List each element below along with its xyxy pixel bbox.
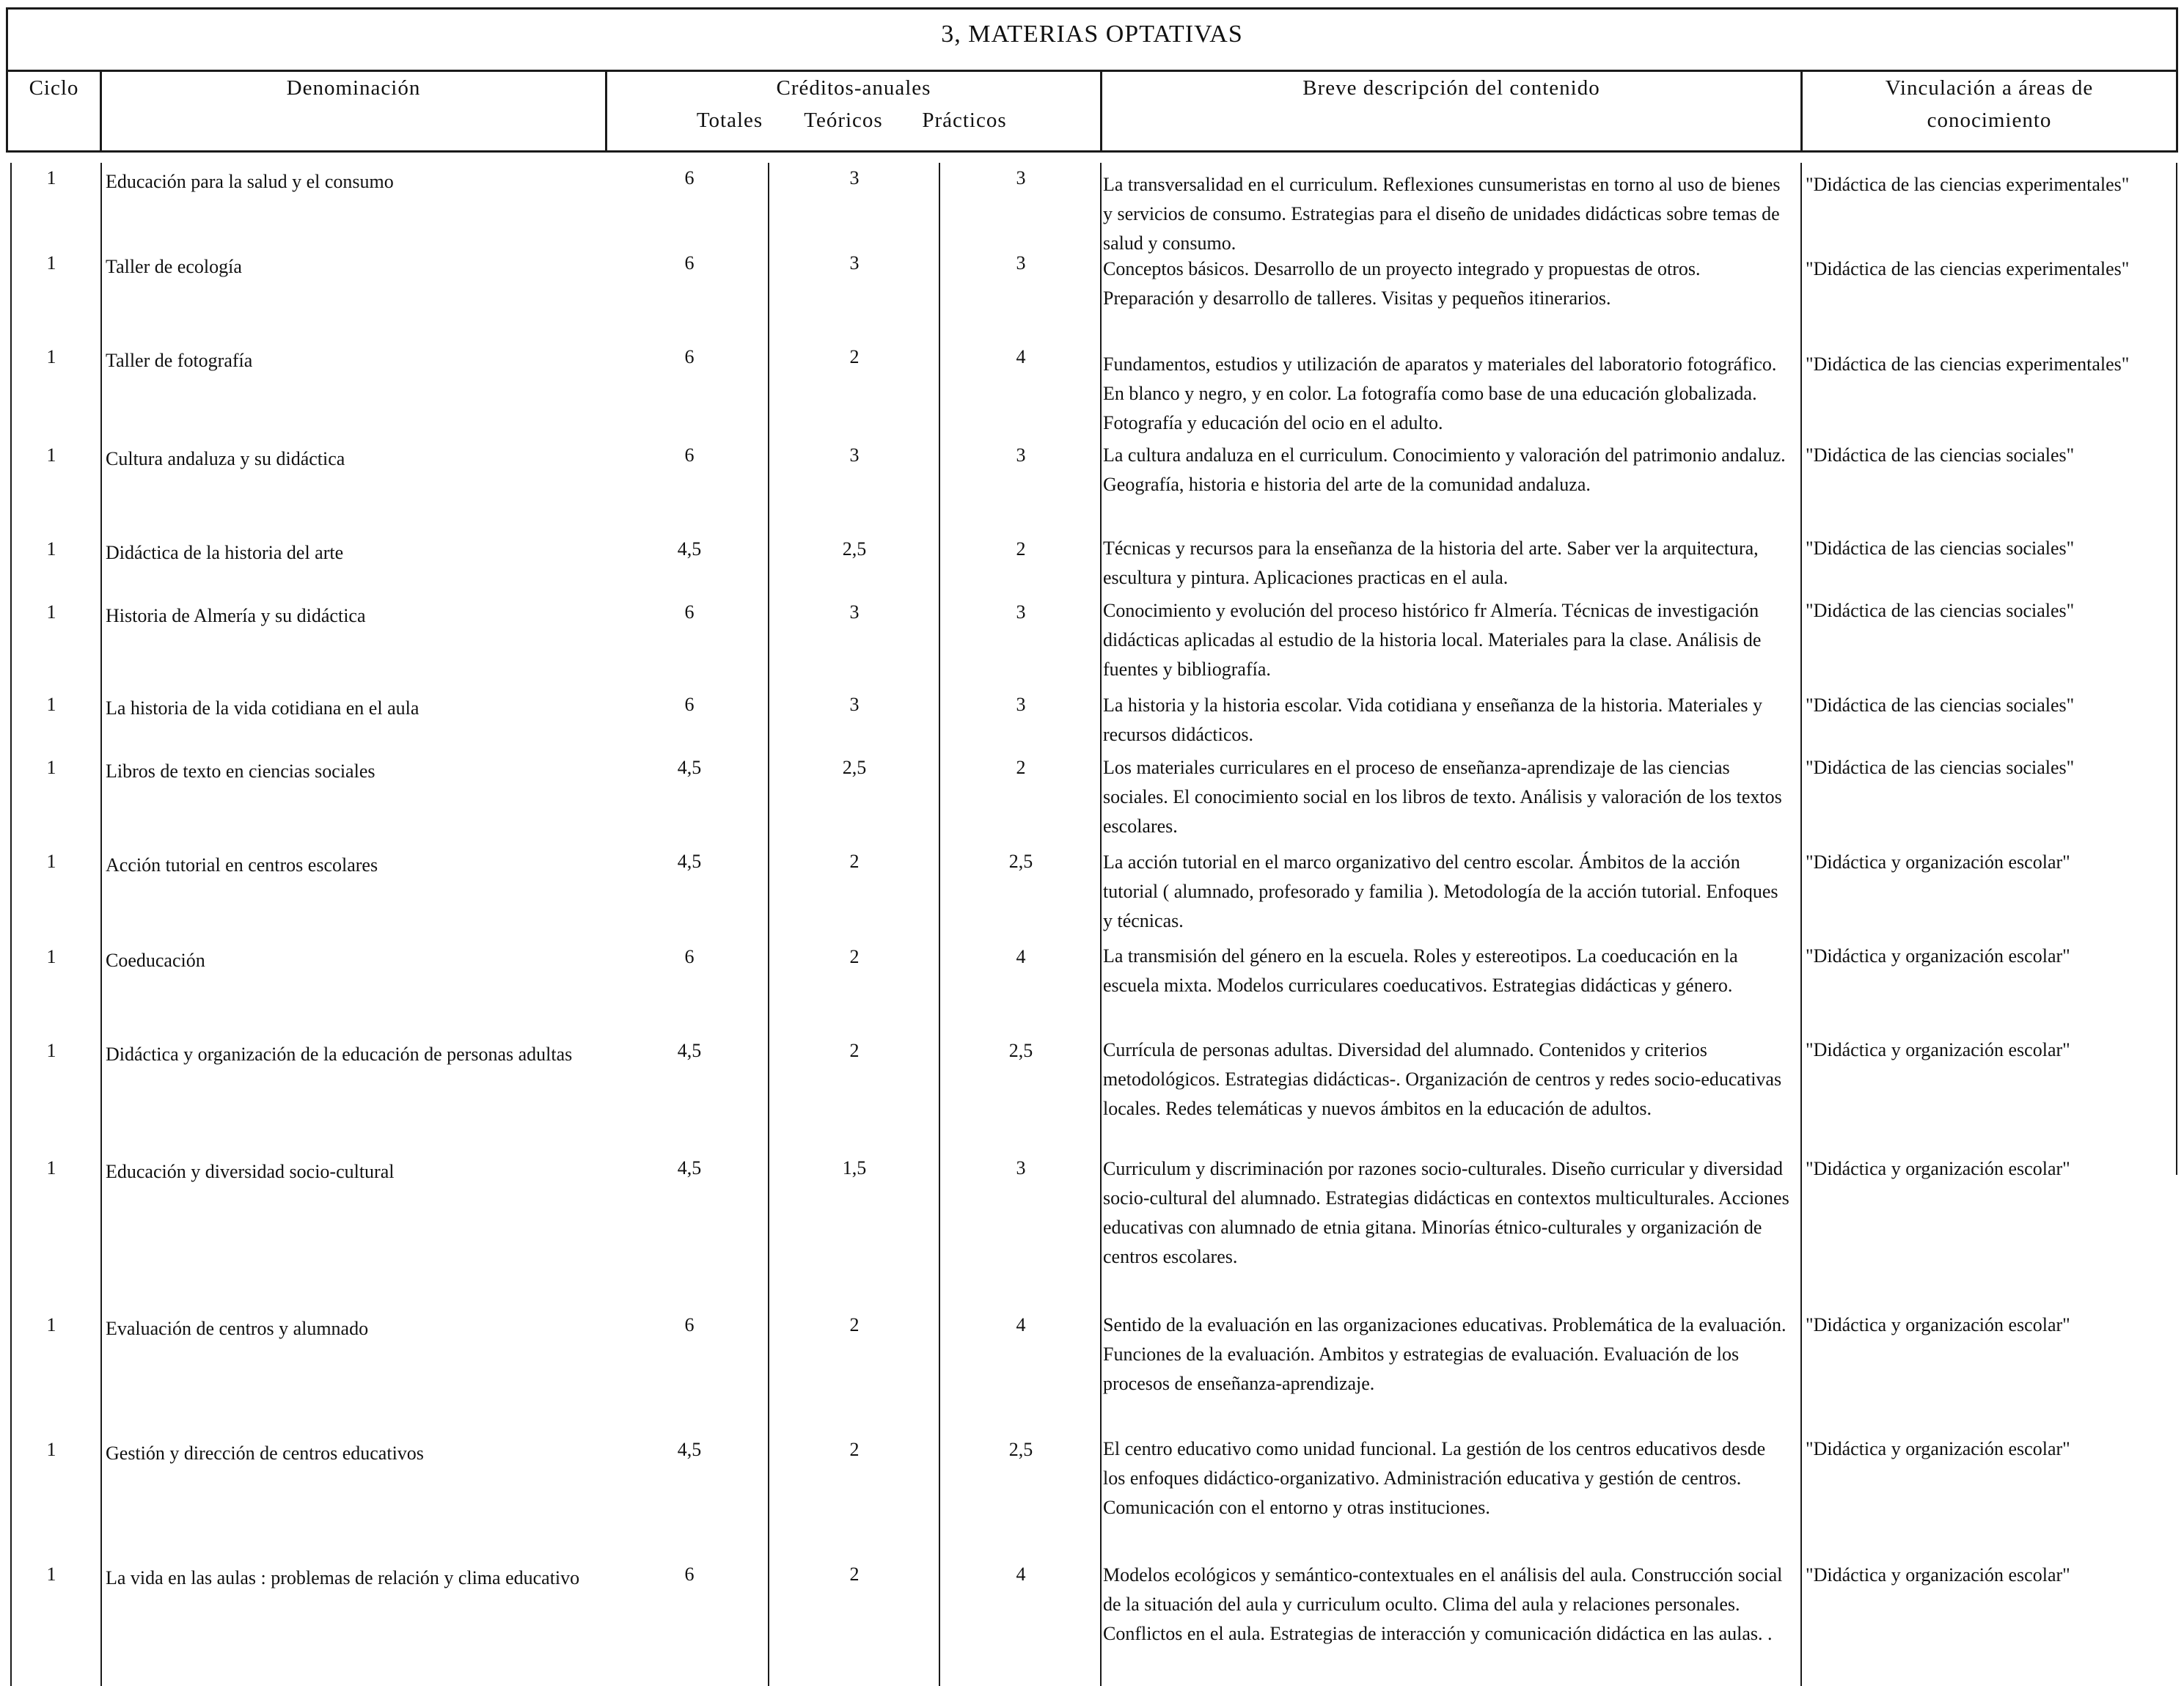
row-denominacion: Educación y diversidad socio-cultural [106,1161,395,1182]
row-denominacion: Evaluación de centros y alumnado [106,1318,369,1339]
row-descripcion: La acción tutorial en el marco organizativo del centro escolar. Ámbitos de la acción tutorial ( alumnado, profesorado y familia ). Metodología de la acción tutorial. Enfoques y técnicas. [1103,851,1778,931]
row-ciclo: 1 [46,167,56,188]
row-totales: 4,5 [677,757,702,778]
row-totales: 6 [684,346,695,367]
row-descripcion: Sentido de la evaluación en las organizaciones educativas. Problemática de la evaluación. Funciones de la evaluación. Ambitos y estrategias de evaluación. Evaluación de los procesos de enseñanza-aprendizaje. [1103,1314,1787,1394]
row-teoricos: 2 [849,346,860,367]
row-practicos: 3 [1016,252,1026,274]
row-teoricos: 1,5 [842,1157,867,1179]
row-descripcion: La historia y la historia escolar. Vida cotidiana y enseñanza de la historia. Materiales y recursos didácticos. [1103,694,1762,745]
row-vinculacion: "Didáctica y organización escolar" [1806,1438,2070,1459]
row-teoricos: 2 [849,1314,860,1335]
header-creditos: Créditos-anuales [776,76,931,100]
row-vinculacion: "Didáctica y organización escolar" [1806,945,2070,967]
row-teoricos: 3 [849,252,860,274]
row-ciclo: 1 [46,252,56,274]
row-descripcion: La transversalidad en el curriculum. Reflexiones cunsumeristas en torno al uso de bienes y servicios de consumo. Estrategias para el diseño de unidades didácticas sobre temas de salud y consumo. [1103,174,1781,254]
row-vinculacion: "Didáctica de las ciencias sociales" [1806,444,2075,466]
row-denominacion: Acción tutorial en centros escolares [106,854,378,876]
row-ciclo: 1 [46,444,56,466]
title-bottom-border [6,70,2178,72]
row-vinculacion: "Didáctica y organización escolar" [1806,1039,2070,1060]
row-vinculacion: "Didáctica y organización escolar" [1806,1158,2070,1179]
row-ciclo: 1 [46,538,56,560]
row-totales: 6 [684,167,695,188]
header-vinculacion-line2: conocimiento [1927,109,2052,132]
row-ciclo: 1 [46,1040,56,1061]
row-descripcion: La cultura andaluza en el curriculum. Conocimiento y valoración del patrimonio andaluz. Geografía, historia e historia del arte de la comunidad andaluza. [1103,444,1786,495]
row-ciclo: 1 [46,851,56,872]
row-ciclo: 1 [46,346,56,367]
header-denominacion: Denominación [286,76,421,100]
row-totales: 6 [684,1314,695,1335]
row-ciclo: 1 [46,1564,56,1585]
row-descripcion: Conocimiento y evolución del proceso histórico fr Almería. Técnicas de investigación didácticas aplicadas al estudio de la historia local. Materiales para la clase. Análisis de fuentes y bibliografía. [1103,600,1762,680]
header-vinculacion-line1: Vinculación a áreas de [1885,76,2094,100]
row-ciclo: 1 [46,1314,56,1335]
row-vinculacion: "Didáctica de las ciencias experimentales" [1806,174,2130,195]
row-teoricos: 2 [849,1040,860,1061]
row-practicos: 3 [1016,694,1026,715]
row-teoricos: 3 [849,444,860,466]
header-teoricos: Teóricos [804,109,883,132]
row-practicos: 3 [1016,601,1026,623]
row-totales: 6 [684,252,695,274]
body-line-ciclo [100,163,102,1686]
row-totales: 6 [684,946,695,967]
row-teoricos: 3 [849,601,860,623]
row-totales: 6 [684,444,695,466]
row-teoricos: 2 [849,946,860,967]
row-denominacion: Libros de texto en ciencias sociales [106,760,375,782]
row-practicos: 2,5 [1008,851,1033,872]
row-vinculacion: "Didáctica de las ciencias sociales" [1806,694,2075,716]
row-descripcion: Curriculum y discriminación por razones socio-culturales. Diseño curricular y diversidad socio-cultural del alumnado. Estrategias didácticas en contextos multiculturales. Acciones educativas con alumnado de etnia gitana. Minorías étnico-culturales y organización de centros escolares. [1103,1158,1789,1267]
row-vinculacion: "Didáctica y organización escolar" [1806,1564,2070,1586]
row-descripcion: Conceptos básicos. Desarrollo de un proyecto integrado y propuestas de otros. Preparación y desarrollo de talleres. Visitas y pequeños itinerarios. [1103,258,1701,309]
row-practicos: 4 [1016,1314,1026,1335]
row-ciclo: 1 [46,1439,56,1460]
row-practicos: 4 [1016,346,1026,367]
row-totales: 6 [684,694,695,715]
row-denominacion: Historia de Almería y su didáctica [106,605,366,626]
header-ciclo: Ciclo [29,76,79,100]
body-line-teoricos [768,163,769,1686]
row-denominacion: La historia de la vida cotidiana en el aula [106,697,419,719]
row-descripcion: Los materiales curriculares en el proceso de enseñanza-aprendizaje de las ciencias sociales. El conocimiento social en los libros de texto. Análisis y valoración de los textos escolares. [1103,757,1782,837]
row-practicos: 2 [1016,757,1026,778]
row-denominacion: Coeducación [106,950,205,971]
row-denominacion: Taller de ecología [106,256,242,277]
row-practicos: 3 [1016,1157,1026,1179]
row-practicos: 2,5 [1008,1040,1033,1061]
row-descripcion: Currícula de personas adultas. Diversidad del alumnado. Contenidos y criterios metodológicos. Estrategias didácticas-. Organización de centros y redes socio-educativas locales. Redes telemáticas y nuevos ámbitos en la educación de adultos. [1103,1039,1782,1119]
row-totales: 4,5 [677,538,702,560]
row-totales: 4,5 [677,851,702,872]
row-teoricos: 2 [849,1564,860,1585]
row-vinculacion: "Didáctica de las ciencias sociales" [1806,757,2075,778]
row-practicos: 3 [1016,167,1026,188]
row-descripcion: El centro educativo como unidad funcional. La gestión de los centros educativos desde los enfoques didáctico-organizativo. Administración educativa y gestión de centros. Comunicación con el entorno y otras instituciones. [1103,1438,1766,1518]
row-vinculacion: "Didáctica y organización escolar" [1806,1314,2070,1335]
row-teoricos: 2 [849,1439,860,1460]
body-line-right [2176,163,2177,1175]
row-vinculacion: "Didáctica de las ciencias sociales" [1806,538,2075,559]
header-bottom-border [6,150,2178,153]
row-ciclo: 1 [46,694,56,715]
page-title: 3, MATERIAS OPTATIVAS [941,21,1243,48]
header-practicos: Prácticos [922,109,1007,132]
row-totales: 4,5 [677,1040,702,1061]
header-descripcion: Breve descripción del contenido [1302,76,1600,100]
body-line-left [10,163,12,1686]
row-ciclo: 1 [46,946,56,967]
row-denominacion: Didáctica de la historia del arte [106,542,344,563]
row-descripcion: La transmisión del género en la escuela. Roles y estereotipos. La coeducación en la escuela mixta. Modelos curriculares coeducativos. Estrategias didácticas y género. [1103,945,1738,996]
row-descripcion: Fundamentos, estudios y utilización de aparatos y materiales del laboratorio fotográfico. En blanco y negro, y en color. La fotografía como base de una educación globalizada. Fotografía y educación del ocio en el adulto. [1103,353,1777,433]
row-denominacion: La vida en las aulas : problemas de relación y clima educativo [106,1567,580,1588]
row-ciclo: 1 [46,601,56,623]
row-totales: 4,5 [677,1157,702,1179]
row-denominacion: Educación para la salud y el consumo [106,171,394,192]
row-vinculacion: "Didáctica de las ciencias experimentales" [1806,258,2130,279]
body-line-practicos [939,163,940,1686]
row-denominacion: Taller de fotografía [106,350,253,371]
row-descripcion: Técnicas y recursos para la enseñanza de la historia del arte. Saber ver la arquitectura, escultura y pintura. Aplicaciones practicas en el aula. [1103,538,1759,588]
body-line-vinculacion [1800,163,1802,1686]
row-denominacion: Cultura andaluza y su didáctica [106,448,345,469]
row-practicos: 4 [1016,946,1026,967]
row-descripcion: Modelos ecológicos y semántico-contextuales en el análisis del aula. Construcción social de la situación del aula y curriculum oculto. Clima del aula y relaciones personales. Conflictos en el aula. Estrategias de interacción y comunicación didáctica en las aulas. . [1103,1564,1783,1644]
row-totales: 6 [684,1564,695,1585]
header-totales: Totales [696,109,763,132]
row-vinculacion: "Didáctica de las ciencias sociales" [1806,600,2075,621]
row-teoricos: 2 [849,851,860,872]
row-vinculacion: "Didáctica de las ciencias experimentales" [1806,353,2130,375]
row-ciclo: 1 [46,757,56,778]
row-vinculacion: "Didáctica y organización escolar" [1806,851,2070,873]
row-teoricos: 2,5 [842,538,867,560]
row-totales: 6 [684,601,695,623]
row-practicos: 2 [1016,538,1026,560]
row-denominacion: Gestión y dirección de centros educativos [106,1443,424,1464]
row-practicos: 4 [1016,1564,1026,1585]
row-teoricos: 3 [849,167,860,188]
row-denominacion: Didáctica y organización de la educación de personas adultas [106,1044,573,1065]
row-ciclo: 1 [46,1157,56,1179]
body-line-descripcion [1100,163,1102,1686]
row-practicos: 2,5 [1008,1439,1033,1460]
row-teoricos: 2,5 [842,757,867,778]
row-totales: 4,5 [677,1439,702,1460]
row-practicos: 3 [1016,444,1026,466]
row-teoricos: 3 [849,694,860,715]
table-top-border [6,7,2178,10]
